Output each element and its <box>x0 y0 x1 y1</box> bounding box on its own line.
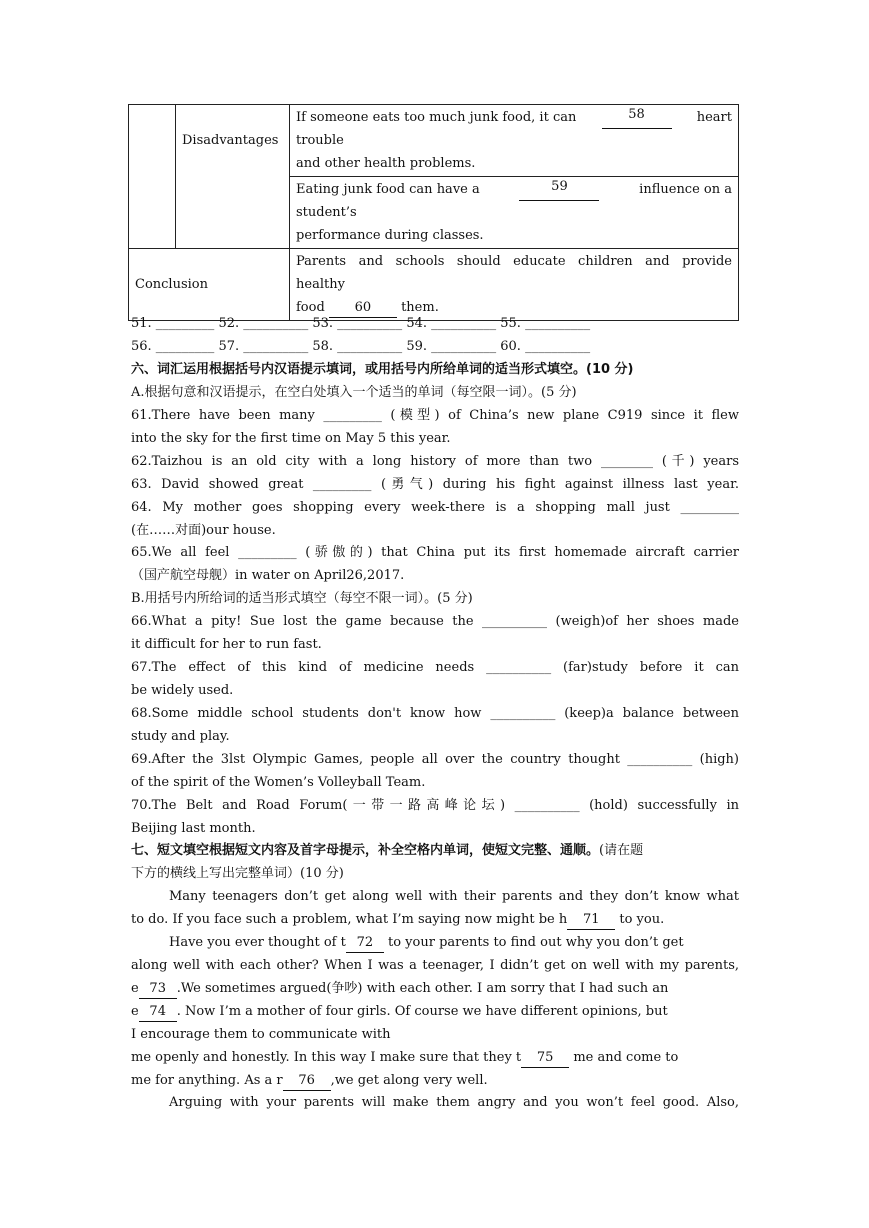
section7-heading: 七、短文填空根据短文内容及首字母提示，补全空格内单词，使短文完整、通顺。 <box>131 843 600 858</box>
q67-line-b: be widely used. <box>131 683 234 698</box>
q69-line-a: 69.After the 3lst Olympic Games, people all over the country thought __________ (high) <box>131 752 739 767</box>
row2-text-d: performance during classes. <box>296 228 484 243</box>
passage-p2-line-g <box>131 1069 739 1092</box>
conclusion-cell <box>290 249 739 321</box>
row3-text-d: them. <box>401 300 439 315</box>
passage-text: e <box>131 981 139 996</box>
passage-p2-line-b: along well with each other? When I was a teenager, I didn’t get on well with my parents, <box>131 958 739 973</box>
q61-line-b: into the sky for the first time on May 5 this year. <box>131 431 451 446</box>
section6-partB: B.用括号内所给词的适当形式填空（每空不限一词）。(5 分) <box>131 591 473 606</box>
q68-line-b: study and play. <box>131 729 230 744</box>
passage-text: me openly and honestly. In this way I make sure that they t <box>131 1050 522 1065</box>
passage-text: to your parents to find out why you don’t get <box>388 935 684 950</box>
passage-p2-line-c <box>131 977 739 1000</box>
q68-line-a: 68.Some middle school students don't know how __________ (keep)a balance between <box>131 706 739 721</box>
passage-text: e <box>131 1004 139 1019</box>
blank-74: 74 <box>139 1003 177 1022</box>
passage-p2-line-d <box>131 1000 739 1023</box>
q61-line-a: 61.There have been many _________ (模型) of China’s new plane C919 since it flew <box>131 408 739 423</box>
q64-line-a: 64. My mother goes shopping every week-there is a shopping mall just _________ <box>131 500 739 515</box>
q70-line-b: Beijing last month. <box>131 821 256 836</box>
passage-p1-line-b <box>131 908 739 931</box>
passage-text: Have you ever thought of t <box>169 935 346 950</box>
passage-p3-line-a: Arguing with your parents will make them angry and you won’t feel good. Also, <box>169 1095 739 1110</box>
blank-59: 59 <box>519 178 599 201</box>
q64-line-b: (在……对面)our house. <box>131 523 276 538</box>
blank-71: 71 <box>567 911 615 930</box>
blank-73: 73 <box>139 980 177 999</box>
blank-75: 75 <box>521 1049 569 1068</box>
passage-p1-line-a: Many teenagers don’t get along well with their parents and they don’t know what <box>169 889 739 904</box>
q63: 63. David showed great _________ (勇气) during his fight against illness last year. <box>131 477 739 492</box>
section7-heading-line-2: 下方的横线上写出完整单词）(10 分) <box>131 866 344 881</box>
disadvantage-cell-1 <box>290 105 739 177</box>
q67-line-a: 67.The effect of this kind of medicine needs __________ (far)study before it can <box>131 660 739 675</box>
row3-text-c: food <box>296 300 325 315</box>
conclusion-label: Conclusion <box>129 249 290 321</box>
passage-text: . Now I’m a mother of four girls. Of course we have different opinions, but <box>176 1004 668 1019</box>
row1-text-a: If someone eats too much junk food, it can <box>296 110 577 125</box>
row1-text-d: and other health problems. <box>296 156 476 171</box>
row1-text-c: trouble <box>296 133 344 148</box>
answer-line-2: 56. _________ 57. __________ 58. __________ 59. __________ 60. __________ <box>131 339 591 354</box>
section6-heading: 六、词汇运用根据括号内汉语提示填词，或用括号内所给单词的适当形式填空。(10 分) <box>131 362 634 377</box>
empty-cell <box>129 105 176 249</box>
blank-72: 72 <box>346 934 384 953</box>
blank-58: 58 <box>602 106 672 129</box>
passage-text: me and come to <box>573 1050 679 1065</box>
row2-text-a: Eating junk food can have a <box>296 182 480 197</box>
row3-text-b: healthy <box>296 277 345 292</box>
passage-text: me for anything. As a r <box>131 1073 283 1088</box>
passage-text: ,we get along very well. <box>330 1073 488 1088</box>
passage-p2-line-e: I encourage them to communicate with <box>131 1027 391 1042</box>
q65-line-a: 65.We all feel _________ (骄傲的) that China put its first homemade aircraft carrier <box>131 545 739 560</box>
answer-line-1: 51. _________ 52. __________ 53. __________ 54. __________ 55. __________ <box>131 316 591 331</box>
junk-food-table <box>128 104 739 321</box>
section7-heading-line-1 <box>131 839 739 862</box>
disadvantage-cell-2 <box>290 177 739 249</box>
table-row <box>129 105 739 177</box>
row3-text-a: Parents and schools should educate children and provide <box>296 254 732 269</box>
q66-line-a: 66.What a pity! Sue lost the game because the __________ (weigh)of her shoes made <box>131 614 739 629</box>
passage-p2-line-f <box>131 1046 739 1069</box>
q70-line-a: 70.The Belt and Road Forum(一带一路高峰论坛) __________ (hold) successfully in <box>131 798 739 813</box>
blank-76: 76 <box>283 1072 331 1091</box>
blank-60: 60 <box>329 299 397 318</box>
passage-p2-line-a <box>131 931 739 954</box>
disadvantages-label: Disadvantages <box>176 105 290 249</box>
passage-text: .We sometimes argued(争吵) with each other. I am sorry that I had such an <box>176 981 669 996</box>
q62: 62.Taizhou is an old city with a long history of more than two ________ (千) years <box>131 454 739 469</box>
passage-text: to you. <box>619 912 665 927</box>
passage-text: to do. If you face such a problem, what I’m saying now might be h <box>131 912 568 927</box>
row2-text-b: influence on a <box>639 182 732 197</box>
row1-text-b: heart <box>696 110 732 125</box>
q66-line-b: it difficult for her to run fast. <box>131 637 322 652</box>
q65-line-b: （国产航空母舰）in water on April26,2017. <box>131 568 405 583</box>
q69-line-b: of the spirit of the Women’s Volleyball Team. <box>131 775 426 790</box>
table-row <box>129 249 739 321</box>
section7-heading-note: (请在题 <box>599 843 644 858</box>
row2-text-c: student’s <box>296 205 357 220</box>
section6-partA: A.根据句意和汉语提示，在空白处填入一个适当的单词（每空限一词）。(5 分) <box>131 385 577 400</box>
